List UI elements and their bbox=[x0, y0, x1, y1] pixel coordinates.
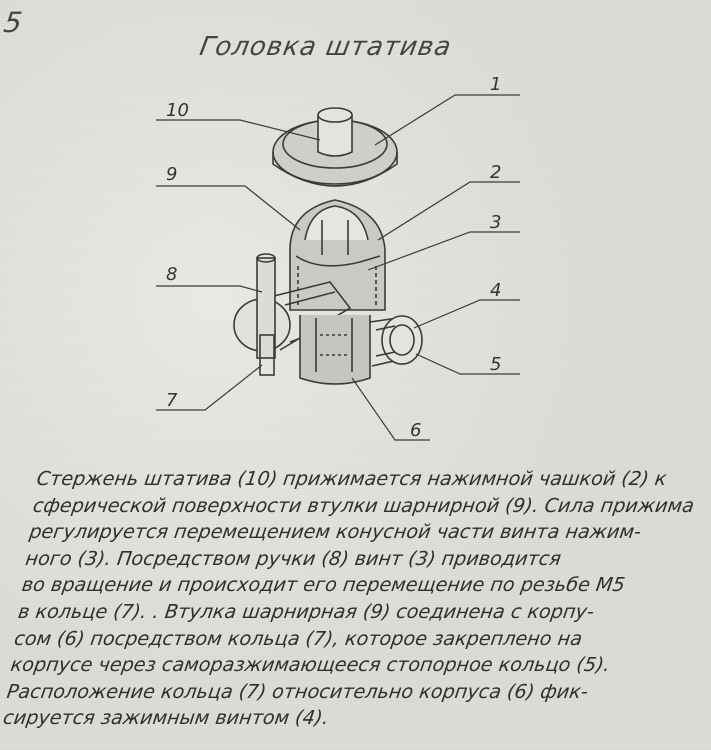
callout-8: 8 bbox=[166, 264, 178, 285]
description-line: регулируется перемещением конусной части винта нажим- bbox=[27, 520, 643, 544]
hinge-bushing-housing bbox=[290, 200, 385, 310]
callout-1: 1 bbox=[490, 74, 502, 95]
page-title: Головка штатива bbox=[197, 32, 454, 62]
callout-10: 10 bbox=[166, 100, 189, 121]
description-line: во вращение и происходит его перемещение по резьбе М5 bbox=[20, 573, 627, 597]
page-number: 5 bbox=[1, 6, 25, 39]
description-line: корпусе через саморазжимающееся стопорное кольцо (5). bbox=[9, 653, 612, 677]
description-line: в кольце (7). . Втулка шарнирная (9) соединена с корпу- bbox=[16, 599, 596, 623]
description-line: сом (6) посредством кольца (7), которое закреплено на bbox=[12, 626, 584, 650]
clamp-screw bbox=[370, 316, 422, 366]
description-line: сируется зажимным винтом (4). bbox=[1, 706, 331, 730]
callout-4: 4 bbox=[490, 280, 502, 301]
description-line: сферической поверхности втулки шарнирной (9). Сила прижима bbox=[31, 493, 696, 517]
callout-9: 9 bbox=[166, 164, 178, 185]
tripod-head-drawing bbox=[0, 60, 711, 460]
description-line: Расположение кольца (7) относительно корпуса (6) фик- bbox=[5, 679, 590, 703]
callout-7: 7 bbox=[166, 390, 178, 411]
pressure-cup-disc bbox=[273, 108, 397, 186]
handle bbox=[257, 254, 275, 375]
callout-2: 2 bbox=[490, 162, 502, 183]
callout-5: 5 bbox=[490, 354, 502, 375]
description-text bbox=[1, 466, 711, 732]
body bbox=[300, 315, 370, 384]
callout-6: 6 bbox=[410, 420, 422, 441]
callout-3: 3 bbox=[490, 212, 502, 233]
description-line: ного (3). Посредством ручки (8) винт (3) приводится bbox=[24, 546, 563, 570]
description-line: Стержень штатива (10) прижимается нажимной чашкой (2) к bbox=[35, 467, 669, 490]
